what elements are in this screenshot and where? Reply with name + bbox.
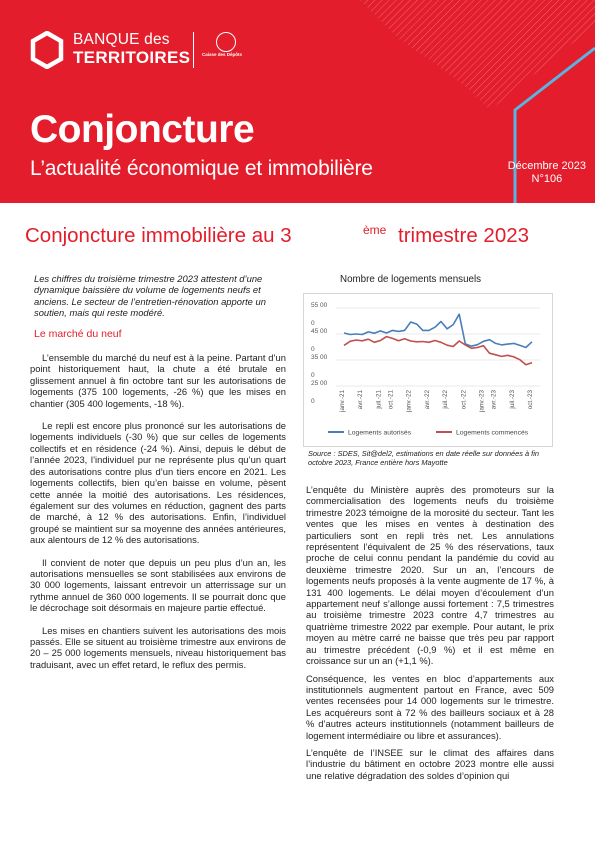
cdc-label: Caisse des Dépôts bbox=[202, 52, 243, 57]
body-paragraph: L’enquête du Ministère auprès des promoteurs sur la commercialisation des logements neufs du troisième trimestre 2023 témoigne de la morosité du secteur. Tant les ventes que les mises en ventes à destination des particuliers sont en repli très net. Les annulations représentent l’équivalent de 25 % des réservations, taux proche de celui connu pendant la pandémie du covid au deuxième trimestre 2020. Sur un an, l’encours de logements neufs proposés à la vente augmente de 17 %, à 131 400 logements. Le délai moyen d’écoulement d’un appartement neuf s’allonge aussi fortement : 7,5 trimestres au troisième trimestre 2023 contre 4,7 trimestres au quatrième trimestre 2022 par exemple. Pour autant, le prix moyen au mètre carré ne baisse que très peu par rapport au trimestre précédent (-0,9 %) et il est même en croissance sur un an (+1,1 %). bbox=[306, 484, 554, 667]
x-tick-label: janv.-23 bbox=[478, 390, 486, 412]
x-tick-label: juil.-21 bbox=[375, 390, 383, 409]
chart-source: Source : SDES, Sit@del2, estimations en date réelle sur données à fin octobre 2023, France entière hors Mayotte bbox=[308, 449, 539, 467]
brand-line2: TERRITOIRES bbox=[73, 48, 191, 67]
body-paragraph: Il convient de noter que depuis un peu plus d’un an, les autorisations mensuelles se sont stabilisées aux environs de 30 000 logements, laissant entrevoir un atterrissage sur un rythme annuel de 360 000 logements. Il se pourrait donc que le décrochage soit désormais en majeure partie effectué. bbox=[30, 556, 286, 614]
page-subtitle: L’actualité économique et immobilière bbox=[30, 157, 373, 180]
x-tick-label: oct.-23 bbox=[527, 390, 534, 410]
x-tick-label: avr.-22 bbox=[423, 390, 431, 410]
x-tick-label: avr.-21 bbox=[357, 390, 365, 410]
body-paragraph: Conséquence, les ventes en bloc d’appartements aux institutionnels augmentent partout en France, avec 509 ventes recensées pour 14 000 logements sur le trimestre. Les acquéreurs sont à 72 % des bailleurs sociaux et à 28 % d’autres acteurs institutionnels (notamment bailleurs de logement intermédiaire ou libre et assurances). bbox=[306, 672, 554, 741]
legend-label: Logements autorisés bbox=[348, 429, 412, 437]
y-tick-label: 45 00 bbox=[311, 328, 328, 335]
article-headline-end: trimestre 2023 bbox=[398, 224, 530, 247]
article-headline-start: Conjoncture immobilière au 3 bbox=[25, 224, 292, 247]
line-chart bbox=[304, 294, 552, 446]
y-tick-label: 0 bbox=[311, 398, 315, 405]
brand-line1: BANQUE des bbox=[73, 31, 170, 48]
banque-des-territoires-logo-icon bbox=[30, 31, 64, 69]
x-tick-label: avr.-23 bbox=[490, 390, 498, 410]
series-line bbox=[344, 337, 532, 365]
legend-label: Logements commencés bbox=[456, 429, 529, 437]
masthead bbox=[0, 0, 595, 203]
article-headline-sup: ème bbox=[363, 223, 387, 237]
series-line bbox=[344, 314, 532, 347]
body-paragraph: Le repli est encore plus prononcé sur les autorisations de logements individuels (-30 %) que sur celles de logements collectifs et en résidence (-24 %). Ainsi, depuis le début de l’année 2023, l’individuel pur ne représente plus qu’un quart des autorisations contre plus d’un tiers encore en 2021. Les logements collectifs, bien qu’en baisse en volume, pèsent cette année la moitié des autorisations. Les résidences, également sur des volumes en réduction, gagnent des parts de marché, à 12 % des autorisations. Enfin, l’individuel groupé se maintient sur sa moyenne des années antérieures, aux alentours de 12 % des autorisations. bbox=[30, 420, 286, 546]
x-tick-label: janv.-21 bbox=[339, 390, 346, 412]
y-tick-label: 0 bbox=[311, 320, 315, 327]
right-column bbox=[306, 484, 554, 787]
x-tick-label: oct.-21 bbox=[387, 390, 395, 410]
y-tick-label: 0 bbox=[311, 346, 315, 353]
chart-title: Nombre de logements mensuels bbox=[340, 274, 482, 285]
page-title: Conjoncture bbox=[30, 108, 255, 151]
y-tick-label: 55 00 bbox=[311, 302, 328, 309]
y-tick-label: 25 00 bbox=[311, 380, 328, 387]
logo-separator bbox=[193, 32, 194, 68]
issue-date: Décembre 2023 bbox=[507, 160, 586, 172]
issue-info bbox=[508, 160, 586, 186]
x-tick-label: juil.-22 bbox=[442, 390, 450, 409]
x-tick-label: janv.-22 bbox=[405, 390, 413, 412]
y-tick-label: 35 00 bbox=[311, 354, 328, 361]
lead-paragraph: Les chiffres du troisième trimestre 2023 attestent d’une dynamique baissière du volume de logements neufs et anciens. Le secteur de l’entretien-rénovation apporte un soutien, mais qui reste modéré. bbox=[34, 273, 266, 319]
x-tick-label: oct.-22 bbox=[460, 390, 468, 410]
caisse-des-depots-seal-icon bbox=[216, 32, 236, 52]
section-heading: Le marché du neuf bbox=[34, 327, 122, 340]
y-tick-label: 0 bbox=[311, 372, 315, 379]
left-column bbox=[30, 273, 286, 681]
x-tick-label: juil.-23 bbox=[508, 390, 516, 409]
body-paragraph: Les mises en chantiers suivent les autorisations des mois passés. Elle se situent au troisième trimestre aux environs de 20 – 25 000 logements mensuels, niveau historiquement bas traduisant, avec un effet retard, le reflux des permis. bbox=[30, 624, 286, 670]
chart-frame bbox=[303, 293, 553, 447]
issue-number: N°106 bbox=[531, 173, 563, 185]
body-paragraph: L’ensemble du marché du neuf est à la peine. Partant d’un point historiquement haut, la chute a été brutale en glissement annuel à fin octobre tant sur les autorisations de logements (375 100 logements, -26 %) que les mises en chantier (305 400 logements, -18 %). bbox=[30, 352, 286, 409]
body-paragraph: L’enquête de l’INSEE sur le climat des affaires dans l’industrie du bâtiment en octobre 2023 montre elle aussi une relative dégradation des soldes d’opinion qui bbox=[306, 746, 554, 781]
